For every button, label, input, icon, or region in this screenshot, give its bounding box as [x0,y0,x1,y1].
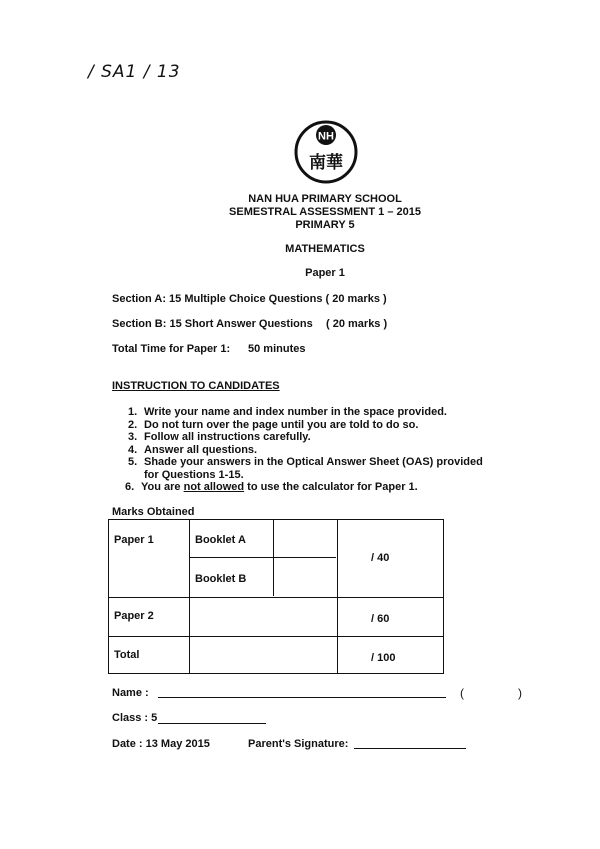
instruction-text: Shade your answers in the Optical Answer Sheet (OAS) provided [144,456,483,468]
marks-obtained-title: Marks Obtained [112,506,195,518]
handwritten-reference: / SA1 / 13 [88,62,181,82]
paper1-total-marks: / 40 [371,552,390,564]
section-b-info: Section B: 15 Short Answer Questions [112,318,313,330]
date-label: Date : 13 May 2015 [112,738,210,750]
instruction-number: 2. [128,418,138,431]
instruction-item [125,481,508,494]
instruction-item [128,431,508,444]
signature-input-line[interactable] [354,748,466,749]
instruction-number: 1. [128,406,138,418]
booklet-b-label: Booklet B [195,573,247,585]
subject-title: MATHEMATICS [285,243,365,255]
instruction-text: You are [141,481,184,493]
class-input-line[interactable] [158,723,266,724]
logo-chinese: 南華 [309,153,343,173]
instruction-number: 5. [128,456,138,468]
school-name: NAN HUA PRIMARY SCHOOL [248,193,402,205]
instruction-number: 3. [128,431,138,443]
logo-letters: NH [318,130,334,143]
signature-label: Parent's Signature: [248,738,349,750]
instruction-text-continued: for Questions 1-15. [144,468,244,481]
instruction-text: to use the calculator for Paper 1. [244,481,418,493]
booklet-a-label: Booklet A [195,534,246,546]
instruction-text: Do not turn over the page until you are told to do so. [144,418,419,431]
marks-table [108,519,444,674]
instruction-text: Write your name and index number in the space provided. [144,406,447,418]
total-time-label: Total Time for Paper 1: [112,343,231,355]
instruction-item [128,444,508,457]
name-input-line[interactable] [158,697,446,698]
total-time-value: 50 minutes [248,343,306,355]
section-a-info: Section A: 15 Multiple Choice Questions ( 20 marks ) [112,293,387,305]
instruction-emphasis: not allowed [183,481,245,493]
instruction-number: 6. [125,481,135,493]
instructions-list [125,406,508,494]
instruction-text: Follow all instructions carefully. [144,431,311,443]
grand-total-marks: / 100 [371,652,396,664]
index-paren-close: ) [518,686,522,700]
level-title: PRIMARY 5 [295,219,355,231]
name-label: Name : [112,687,149,699]
instruction-number: 4. [128,443,138,456]
paper1-label: Paper 1 [114,534,154,546]
paper2-total-marks: / 60 [371,613,390,625]
class-label: Class : 5 [112,712,158,724]
section-b-marks: ( 20 marks ) [326,318,388,330]
assessment-title: SEMESTRAL ASSESSMENT 1 – 2015 [229,206,421,218]
index-paren-open: ( [460,686,464,700]
paper2-label: Paper 2 [114,610,154,622]
instruction-item [128,419,508,432]
total-label: Total [114,649,140,661]
instruction-item [128,406,508,419]
instructions-heading: INSTRUCTION TO CANDIDATES [112,380,280,392]
paper-title: Paper 1 [305,267,345,279]
instruction-text: Answer all questions. [144,443,258,456]
school-logo [292,115,360,185]
instruction-item [128,456,508,481]
